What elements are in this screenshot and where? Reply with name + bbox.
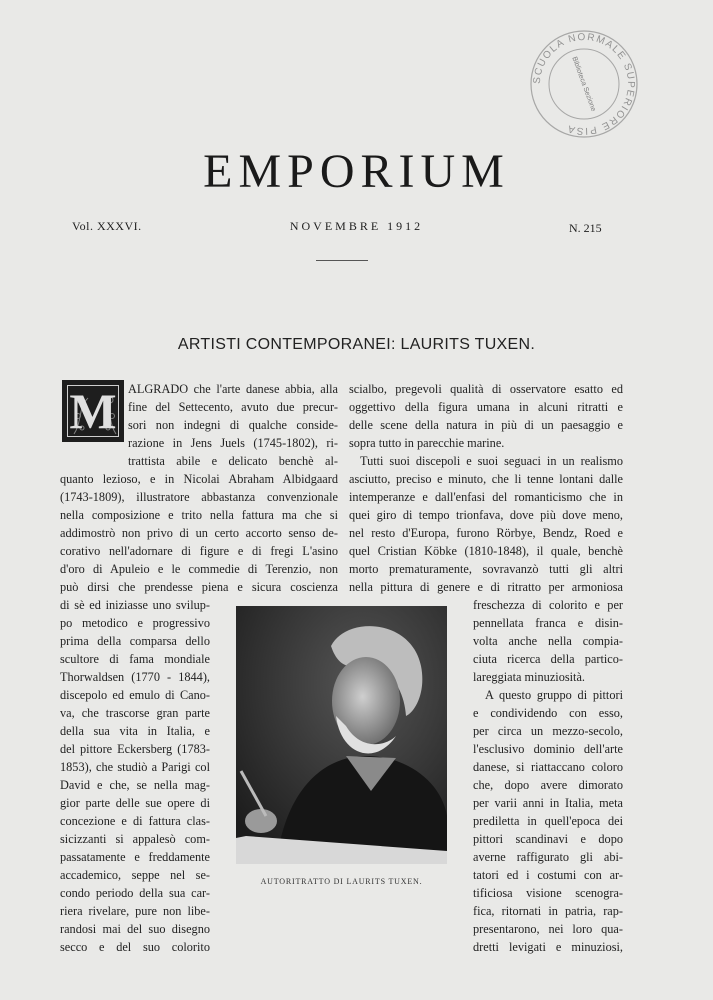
text-line: danese, si riattaccano coloro: [473, 760, 623, 774]
text-line: quanto lezioso, e in Nicolai Abraham Albidgaard: [60, 472, 338, 486]
text-line: d'oro di Apuleio e le commedie di Terenzio, non: [60, 562, 338, 576]
text-line: Tutti suoi discepoli e suoi seguaci in un realismo: [360, 454, 623, 468]
text-line: oggettivo della figura umana in alcuni ritratti e: [349, 400, 623, 414]
dropcap-initial: [62, 380, 124, 442]
text-line: e condividendo con esso,: [473, 706, 623, 720]
text-line: Thorwaldsen (1770 - 1844),: [60, 670, 210, 684]
photo-caption: AUTORITRATTO DI LAURITS TUXEN.: [260, 877, 423, 886]
text-line: corativo nell'adornare di figure e di fregi L'asino: [60, 544, 338, 558]
text-line: (1743-1809), illustratore abbastanza convenzionale: [60, 490, 338, 504]
text-line: David e che, se nella mag-: [60, 778, 210, 792]
text-line: prediletta in quell'epoca dei: [473, 814, 623, 828]
text-line: può dirsi che prendesse piena e sicura coscienza: [60, 580, 338, 594]
text-line: asciutto, preciso e minuto, che li tenne lontani dalle: [349, 472, 623, 486]
text-line: l'esclusivo dominio dell'arte: [473, 742, 623, 756]
text-line: secco e del suo colorito: [60, 940, 210, 954]
text-line: nel resto d'Europa, furono Rörbye, Bendz, Roed e: [349, 526, 623, 540]
text-line: va, che trascorse gran parte: [60, 706, 210, 720]
text-line: ALGRADO che l'arte danese abbia, alla: [128, 382, 338, 396]
text-line: trattista abile e delicato benchè al-: [128, 454, 338, 468]
masthead-title: EMPORIUM: [203, 145, 510, 198]
text-line: lareggiata minuziosità.: [473, 670, 585, 684]
text-line: ciuta ricerca della partico-: [473, 652, 623, 666]
text-line: A questo gruppo di pittori: [485, 688, 623, 702]
text-line: addimostrò non privo di un certo accorto senso de-: [60, 526, 338, 540]
text-line: dretti levigati e minuziosi,: [473, 940, 623, 954]
text-line: passatamente e freddamente: [60, 850, 210, 864]
text-line: che, dopo avere dimorato: [473, 778, 623, 792]
text-line: sopra tutto in parecchie marine.: [349, 436, 505, 450]
text-line: per varii anni in Italia, meta: [473, 796, 623, 810]
text-line: nella composizione e trito nella fattura ma che si: [60, 508, 338, 522]
text-line: freschezza di colorito e per: [473, 598, 623, 612]
text-line: sori non indegni di qualche conside-: [128, 418, 338, 432]
text-line: scialbo, pregevoli qualità di osservatore esatto ed: [349, 382, 623, 396]
text-line: presentarono, nei loro qua-: [473, 922, 623, 936]
stamp-outer-text: SCUOLA NORMALE SUPERIORE PISA: [531, 31, 637, 137]
text-line: pittori scandinavi e dopo: [473, 832, 623, 846]
self-portrait-photo: [236, 606, 447, 864]
issue-number: N. 215: [569, 221, 602, 235]
text-line: quei giro di tempo trionfava, dove più dove meno,: [349, 508, 623, 522]
text-line: del pittore Eckersberg (1783-: [60, 742, 210, 756]
text-line: intemperanze e dall'enfasi del romanticismo che in: [349, 490, 623, 504]
text-line: prima della comparsa dello: [60, 634, 210, 648]
text-line: di sè ed iniziasse uno svilup-: [60, 598, 210, 612]
text-line: morto prematuramente, sovravanzò tutti gli altri: [349, 562, 623, 576]
issue-date: NOVEMBRE 1912: [289, 219, 424, 233]
text-line: 1853), che studiò a Parigi col: [60, 760, 210, 774]
header-divider: [316, 260, 368, 261]
volume-label: Vol. XXXVI.: [72, 219, 142, 233]
dropcap-letter: M: [69, 383, 117, 439]
text-line: sicizzanti si appalesò com-: [60, 832, 210, 846]
text-line: delle scene della natura in più di un paesaggio e: [349, 418, 623, 432]
text-line: razione in Jens Juels (1745-1802), ri-: [128, 436, 338, 450]
text-line: tatori ed i costumi con ar-: [473, 868, 623, 882]
text-line: fine del Settecento, avuto due precur-: [128, 400, 338, 414]
text-line: scultore di fama mondiale: [60, 652, 210, 666]
text-line: fica, ritornati in patria, rap-: [473, 904, 623, 918]
text-line: po metodico e progressivo: [60, 616, 210, 630]
text-line: concezione e di fattura clas-: [60, 814, 210, 828]
text-line: per circa un mezzo-secolo,: [473, 724, 623, 738]
text-line: della sua vita in Italia, e: [60, 724, 210, 738]
text-line: averne raffigurato gli abi-: [473, 850, 623, 864]
text-line: gior parte delle sue opere di: [60, 796, 210, 810]
text-line: volta anche nella compia-: [473, 634, 623, 648]
portrait-illustration: [236, 606, 447, 864]
text-line: tificiosa visione scenogra-: [473, 886, 623, 900]
text-line: pennellata franca e disin-: [473, 616, 623, 630]
library-stamp: [528, 28, 640, 140]
stamp-inner-text: Biblioteca Sezione: [570, 55, 597, 113]
article-headline: ARTISTI CONTEMPORANEI: LAURITS TUXEN.: [177, 336, 536, 353]
text-line: discepolo ed emulo di Cano-: [60, 688, 210, 702]
text-line: quel Cristian Köbke (1810-1848), il quale, benchè: [349, 544, 623, 558]
text-line: nella pittura di genere e di ritratto per armoniosa: [349, 580, 623, 594]
text-line: accademico, seppe nel se-: [60, 868, 210, 882]
text-line: condo periodo della sua car-: [60, 886, 210, 900]
text-line: riera rivelare, pure non libe-: [60, 904, 210, 918]
text-line: randosi mai del suo disegno: [60, 922, 210, 936]
